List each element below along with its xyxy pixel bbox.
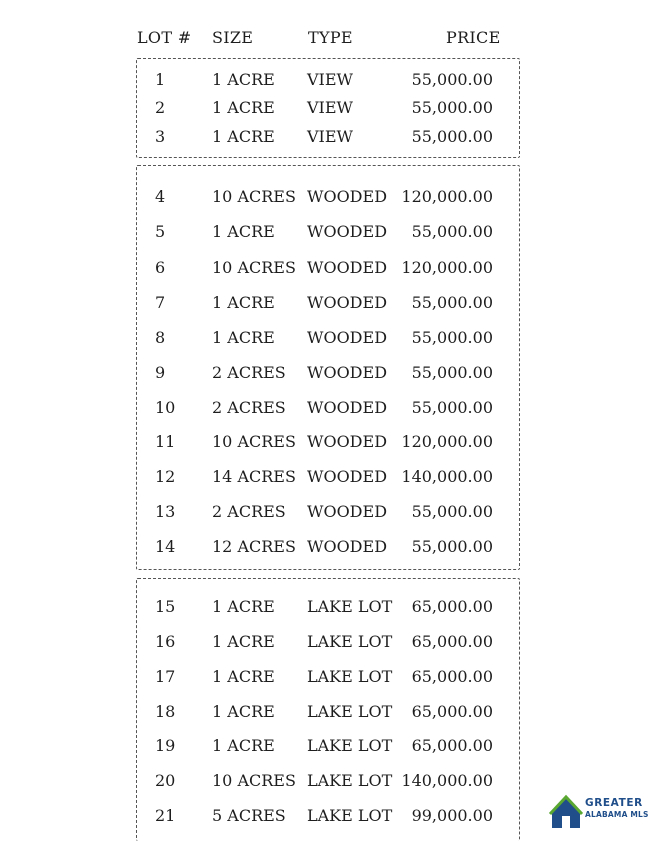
lot-size: 10 ACRES [212, 771, 296, 790]
lot-number: 12 [155, 467, 176, 486]
lot-type: LAKE LOT [307, 806, 393, 825]
lot-price: 55,000.00 [411, 127, 493, 146]
lot-size: 5 ACRES [212, 806, 286, 825]
lot-size: 1 ACRE [212, 597, 275, 616]
lot-price: 55,000.00 [411, 222, 493, 241]
lot-size: 1 ACRE [212, 293, 275, 312]
lot-size: 1 ACRE [212, 632, 275, 651]
lot-type: WOODED [307, 222, 388, 241]
lot-number: 19 [155, 736, 176, 755]
header-lot: LOT # [137, 28, 192, 47]
lot-size: 1 ACRE [212, 222, 275, 241]
lot-size: 1 ACRE [212, 70, 275, 89]
lot-type: WOODED [307, 293, 388, 312]
table-row [0, 222, 650, 248]
header-type: TYPE [308, 28, 353, 47]
lot-size: 1 ACRE [212, 667, 275, 686]
lot-price: 120,000.00 [401, 187, 493, 206]
lot-number: 8 [155, 328, 166, 347]
lot-number: 14 [155, 537, 176, 556]
lot-type: WOODED [307, 432, 388, 451]
lot-number: 6 [155, 258, 166, 277]
lot-number: 2 [155, 98, 166, 117]
lot-size: 1 ACRE [212, 127, 275, 146]
lot-type: WOODED [307, 467, 388, 486]
lot-price: 65,000.00 [411, 702, 493, 721]
lot-type: VIEW [307, 70, 353, 89]
lot-type: VIEW [307, 98, 353, 117]
table-row [0, 537, 650, 563]
watermark-line2: ALABAMA MLS [585, 810, 649, 819]
lot-price: 65,000.00 [411, 736, 493, 755]
lot-type: WOODED [307, 398, 388, 417]
lot-number: 7 [155, 293, 166, 312]
table-row [0, 258, 650, 284]
lot-price: 65,000.00 [411, 597, 493, 616]
table-row [0, 502, 650, 528]
table-row [0, 736, 650, 762]
header-price: PRICE [446, 28, 501, 47]
header-size: SIZE [212, 28, 254, 47]
table-row [0, 127, 650, 153]
lot-price: 99,000.00 [411, 806, 493, 825]
lot-size: 1 ACRE [212, 736, 275, 755]
lot-number: 3 [155, 127, 166, 146]
lot-number: 5 [155, 222, 166, 241]
lot-size: 14 ACRES [212, 467, 296, 486]
lot-size: 2 ACRES [212, 502, 286, 521]
lot-number: 18 [155, 702, 176, 721]
lot-size: 10 ACRES [212, 187, 296, 206]
lot-price: 55,000.00 [411, 398, 493, 417]
table-row [0, 432, 650, 458]
table-header [0, 28, 650, 52]
lot-price: 55,000.00 [411, 328, 493, 347]
lot-type: LAKE LOT [307, 632, 393, 651]
lot-price: 120,000.00 [401, 432, 493, 451]
lot-size: 2 ACRES [212, 398, 286, 417]
lot-type: WOODED [307, 502, 388, 521]
lot-price: 55,000.00 [411, 537, 493, 556]
table-row [0, 187, 650, 213]
lot-price: 55,000.00 [411, 70, 493, 89]
table-row [0, 597, 650, 623]
lot-type: WOODED [307, 363, 388, 382]
table-row [0, 70, 650, 96]
watermark-line1: GREATER [585, 797, 643, 809]
lot-price: 120,000.00 [401, 258, 493, 277]
lot-type: WOODED [307, 187, 388, 206]
lot-size: 1 ACRE [212, 702, 275, 721]
lot-type: LAKE LOT [307, 771, 393, 790]
lot-size: 12 ACRES [212, 537, 296, 556]
lot-price: 55,000.00 [411, 363, 493, 382]
lot-number: 15 [155, 597, 176, 616]
table-row [0, 293, 650, 319]
lot-price: 65,000.00 [411, 667, 493, 686]
lot-price: 55,000.00 [411, 98, 493, 117]
lot-size: 10 ACRES [212, 432, 296, 451]
table-row [0, 398, 650, 424]
lot-type: WOODED [307, 258, 388, 277]
table-row [0, 702, 650, 728]
lot-price: 65,000.00 [411, 632, 493, 651]
lot-size: 2 ACRES [212, 363, 286, 382]
table-row [0, 467, 650, 493]
lot-number: 20 [155, 771, 176, 790]
table-row [0, 667, 650, 693]
lot-type: LAKE LOT [307, 597, 393, 616]
lot-type: LAKE LOT [307, 736, 393, 755]
lot-price: 55,000.00 [411, 293, 493, 312]
lot-number: 16 [155, 632, 176, 651]
lot-number: 11 [155, 432, 176, 451]
lot-number: 1 [155, 70, 166, 89]
lot-type: VIEW [307, 127, 353, 146]
table-row [0, 363, 650, 389]
lot-number: 21 [155, 806, 176, 825]
lot-size: 1 ACRE [212, 328, 275, 347]
lot-number: 10 [155, 398, 176, 417]
lot-type: WOODED [307, 328, 388, 347]
lot-price: 55,000.00 [411, 502, 493, 521]
lot-type: LAKE LOT [307, 667, 393, 686]
table-row [0, 98, 650, 124]
lot-price: 140,000.00 [401, 467, 493, 486]
table-row [0, 328, 650, 354]
table-row [0, 632, 650, 658]
lot-number: 9 [155, 363, 166, 382]
lot-type: LAKE LOT [307, 702, 393, 721]
lot-price: 140,000.00 [401, 771, 493, 790]
lot-size: 10 ACRES [212, 258, 296, 277]
lot-size: 1 ACRE [212, 98, 275, 117]
lot-number: 4 [155, 187, 166, 206]
lot-number: 13 [155, 502, 176, 521]
lot-number: 17 [155, 667, 176, 686]
greater-alabama-mls-logo [548, 788, 650, 830]
lot-type: WOODED [307, 537, 388, 556]
